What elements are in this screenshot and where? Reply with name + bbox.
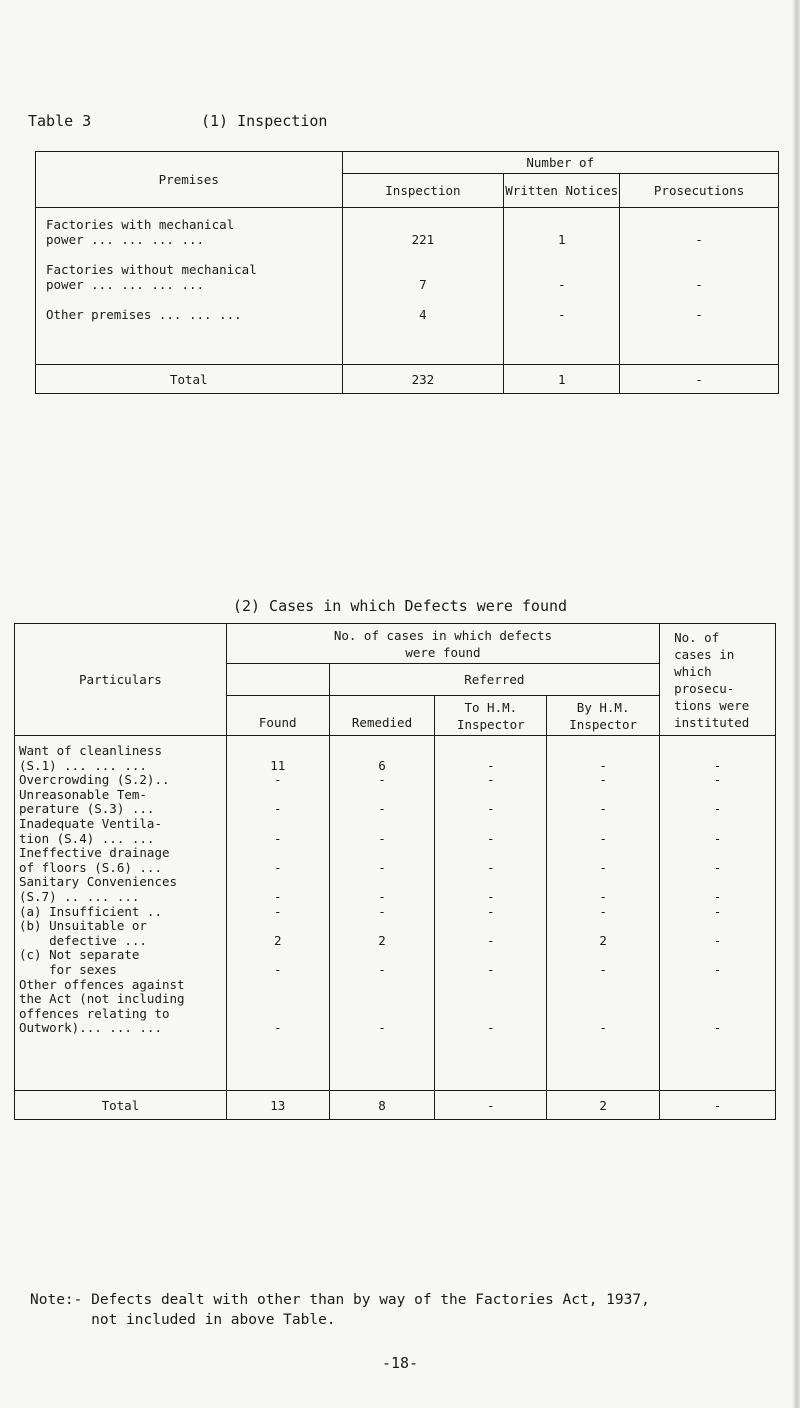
value-cell: - xyxy=(487,830,495,846)
particular-label: Outwork)... ... ... xyxy=(19,1020,162,1036)
value-cell: - xyxy=(487,932,495,948)
value-cell: - xyxy=(273,903,282,919)
total-found: 13 xyxy=(226,1091,329,1120)
particulars-header: Particulars xyxy=(15,624,227,736)
value-cell: - xyxy=(713,903,722,919)
value-cell: - xyxy=(599,801,607,817)
total-inspection: 232 xyxy=(342,365,504,394)
value-cell: - xyxy=(713,830,722,846)
header-line: No. of xyxy=(674,629,720,645)
table2-title: (2) Cases in which Defects were found xyxy=(232,597,568,615)
total-label: Total xyxy=(36,365,343,394)
prosecutions-values xyxy=(660,736,776,1091)
value-cell: 2 xyxy=(273,932,282,948)
value-cell: - xyxy=(557,277,566,292)
value-cell: - xyxy=(695,277,703,292)
written-notices-header: Written Notices xyxy=(504,174,620,208)
value-cell: - xyxy=(273,859,282,875)
total-remedied: 8 xyxy=(329,1091,435,1120)
value-cell: - xyxy=(487,903,495,919)
value-cell: - xyxy=(378,830,386,846)
premises-header: Premises xyxy=(36,152,343,208)
value-cell: 7 xyxy=(419,277,427,292)
value-cell: - xyxy=(599,772,607,788)
particular-label: Inadequate Ventila- xyxy=(19,815,162,831)
row-label: Factories without mechanical xyxy=(46,262,257,277)
table1-heading xyxy=(28,112,328,130)
value-cell: - xyxy=(378,903,386,919)
total-notices: 1 xyxy=(504,365,620,394)
row-label: power ... ... ... ... xyxy=(46,277,205,292)
prosecutions-instituted-header xyxy=(660,624,776,736)
value-cell: - xyxy=(378,801,386,817)
particular-label: perature (S.3) ... xyxy=(19,801,155,817)
value-cell: - xyxy=(378,1020,386,1036)
value-cell: - xyxy=(557,307,566,322)
by-hm-inspector-header xyxy=(547,696,660,736)
header-line: instituted xyxy=(674,714,750,730)
value-cell: - xyxy=(713,1020,722,1036)
particular-label: (S.7) .. ... ... xyxy=(19,888,140,904)
found-header: Found xyxy=(226,696,329,736)
value-cell: 221 xyxy=(411,232,435,247)
value-cell: - xyxy=(487,801,495,817)
value-cell: - xyxy=(273,801,282,817)
value-cell: - xyxy=(273,961,282,977)
header-line: Inspector xyxy=(569,716,638,732)
inspection-values xyxy=(342,208,504,365)
row-label: power ... ... ... ... xyxy=(46,232,205,247)
particular-label: Unreasonable Tem- xyxy=(19,786,147,802)
value-cell: - xyxy=(599,757,607,773)
remedied-values xyxy=(329,736,435,1091)
page-edge xyxy=(792,0,800,1408)
particular-label: (S.1) ... ... ... xyxy=(19,757,147,773)
value-cell: - xyxy=(273,1020,282,1036)
header-line: tions were xyxy=(674,697,750,713)
premises-list xyxy=(36,208,343,365)
header-line: were found xyxy=(405,644,481,660)
particular-label: of floors (S.6) ... xyxy=(19,859,162,875)
to-hm-values xyxy=(435,736,547,1091)
total-to-hm: - xyxy=(435,1091,547,1120)
header-line: By H.M. xyxy=(576,699,630,715)
particular-label: for sexes xyxy=(19,961,117,977)
value-cell: - xyxy=(378,888,386,904)
value-cell: - xyxy=(487,757,495,773)
value-cell: - xyxy=(713,801,722,817)
particular-label: (c) Not separate xyxy=(19,947,140,963)
value-cell: - xyxy=(273,830,282,846)
value-cell: - xyxy=(713,859,722,875)
prosecutions-values xyxy=(620,208,779,365)
value-cell: - xyxy=(487,1020,495,1036)
value-cell: - xyxy=(713,757,722,773)
value-cell: - xyxy=(599,903,607,919)
value-cell: - xyxy=(599,830,607,846)
particular-label: the Act (not including xyxy=(19,991,185,1007)
value-cell: - xyxy=(378,859,386,875)
value-cell: - xyxy=(378,772,386,788)
row-label: Factories with mechanical xyxy=(46,217,235,232)
value-cell: 2 xyxy=(599,932,607,948)
table1-title: (1) Inspection xyxy=(201,112,328,130)
particular-label: Overcrowding (S.2).. xyxy=(19,772,170,788)
value-cell: - xyxy=(599,1020,607,1036)
cases-found-header xyxy=(226,624,659,664)
value-cell: - xyxy=(487,859,495,875)
particular-label: Want of cleanliness xyxy=(19,743,162,758)
value-cell: 4 xyxy=(419,307,427,322)
value-cell: - xyxy=(487,772,495,788)
total-by-hm: 2 xyxy=(547,1091,660,1120)
table-label: Table 3 xyxy=(28,112,92,130)
note-line: Note:- Defects dealt with other than by way of the Factories Act, 1937, xyxy=(30,1292,650,1308)
page-number: -18- xyxy=(381,1354,419,1372)
header-line: which xyxy=(674,663,712,679)
header-line: To H.M. xyxy=(464,699,518,715)
value-cell: 2 xyxy=(378,932,386,948)
particular-label: (b) Unsuitable or xyxy=(19,918,147,934)
value-cell: - xyxy=(695,307,703,322)
particular-label: defective ... xyxy=(19,932,147,948)
total-prosecutions: - xyxy=(620,365,779,394)
value-cell: - xyxy=(713,772,722,788)
value-cell: - xyxy=(273,772,282,788)
header-line: No. of cases in which defects xyxy=(333,627,553,643)
row-label: Other premises ... ... ... xyxy=(46,307,242,322)
written-notices-values xyxy=(504,208,620,365)
particular-label: (a) Insufficient .. xyxy=(19,903,162,919)
value-cell: - xyxy=(713,932,722,948)
note-line: not included in above Table. xyxy=(30,1312,336,1328)
value-cell: - xyxy=(599,859,607,875)
particular-label: tion (S.4) ... ... xyxy=(19,830,155,846)
value-cell: - xyxy=(487,888,495,904)
particular-label: Ineffective drainage xyxy=(19,845,170,861)
referred-header: Referred xyxy=(329,664,659,696)
defects-table xyxy=(14,623,776,1120)
value-cell: - xyxy=(599,888,607,904)
particular-label: offences relating to xyxy=(19,1005,170,1021)
by-hm-values xyxy=(547,736,660,1091)
value-cell: - xyxy=(695,232,703,247)
value-cell: 1 xyxy=(557,232,566,247)
particular-label: Sanitary Conveniences xyxy=(19,874,178,890)
value-cell: - xyxy=(273,888,282,904)
total-label: Total xyxy=(15,1091,227,1120)
prosecutions-header: Prosecutions xyxy=(620,174,779,208)
to-hm-inspector-header xyxy=(435,696,547,736)
value-cell: 6 xyxy=(378,757,386,773)
total-prosecutions: - xyxy=(660,1091,776,1120)
header-line: prosecu- xyxy=(674,680,735,696)
particular-label: Other offences against xyxy=(19,976,185,992)
number-of-header: Number of xyxy=(342,152,779,174)
value-cell: - xyxy=(599,961,607,977)
particulars-list xyxy=(15,736,227,1091)
value-cell: 11 xyxy=(270,757,286,773)
value-cell: - xyxy=(713,888,722,904)
remedied-header: Remedied xyxy=(329,696,435,736)
inspection-header: Inspection xyxy=(342,174,504,208)
value-cell: - xyxy=(378,961,386,977)
inspection-table xyxy=(35,151,779,394)
value-cell: - xyxy=(713,961,722,977)
footnote xyxy=(30,1290,650,1330)
header-line: Inspector xyxy=(456,716,525,732)
found-values xyxy=(226,736,329,1091)
header-line: cases in xyxy=(674,646,735,662)
value-cell: - xyxy=(487,961,495,977)
